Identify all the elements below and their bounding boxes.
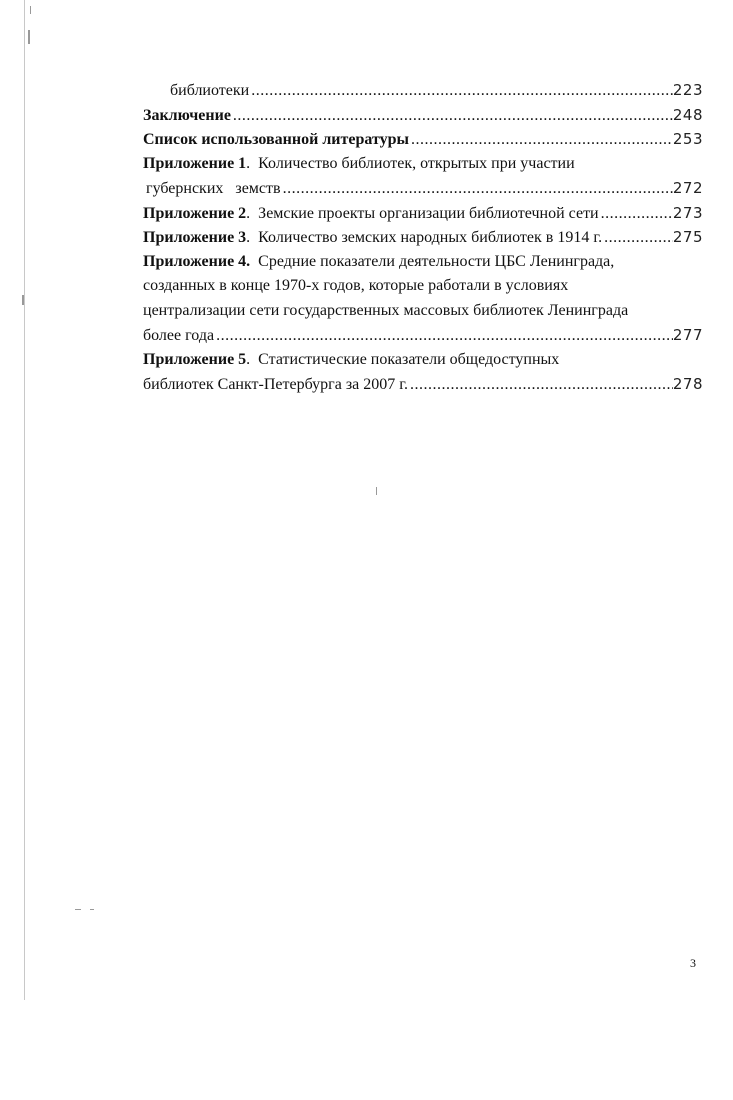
- toc-entry-text: . Статистические показатели общедоступных: [246, 350, 560, 368]
- toc-entry-text: . Количество библиотек, открытых при участии: [246, 154, 575, 172]
- toc-entry-label: Заключение: [143, 106, 231, 124]
- toc-entry-continuation: губернских земств: [146, 180, 281, 197]
- toc-leader: [214, 324, 673, 349]
- toc-entry-appendix-5: [143, 348, 703, 373]
- scan-mark: [75, 909, 81, 910]
- scan-mark: [22, 295, 24, 305]
- scan-mark: [30, 6, 31, 14]
- toc-leader: [231, 104, 673, 129]
- toc-entry-text: . Количество земских народных библиотек в 1914 г.: [246, 229, 603, 246]
- scan-edge-line: [24, 0, 25, 1000]
- toc-entry-appendix-4: [143, 250, 703, 275]
- toc-entry-appendix-3: [143, 225, 703, 250]
- toc-page-number: 277: [672, 326, 703, 344]
- toc-entry-continuation: более года: [143, 327, 215, 344]
- toc-page-number: 272: [672, 179, 703, 197]
- toc-entry-appendix-4-cont: [143, 323, 703, 348]
- toc-entry-text-line2: созданных в конце 1970-х годов, которые работали в условиях: [143, 277, 569, 294]
- toc-entry-text: Средние показатели деятельности ЦБС Ленинграда,: [250, 252, 615, 270]
- toc-leader: [602, 226, 673, 251]
- toc-page-number: 275: [672, 228, 703, 246]
- toc-entry-appendix-1: [143, 152, 703, 177]
- toc-leader: [408, 373, 673, 398]
- toc-entry-appendix-4-line2: [143, 274, 703, 299]
- toc-entry-prefix: Приложение 3: [143, 229, 247, 246]
- page-number: 3: [690, 956, 696, 970]
- toc-entry-prefix: Приложение 4.: [143, 252, 251, 270]
- toc-page-number: 273: [672, 203, 703, 222]
- toc-entry-prefix: Приложение 1: [143, 154, 247, 172]
- table-of-contents: [143, 78, 703, 397]
- toc-leader: [409, 128, 673, 153]
- toc-entry-prefix: Приложение 2: [143, 204, 247, 222]
- toc-leader: [599, 202, 673, 227]
- toc-leader: [249, 79, 673, 104]
- toc-entry-references: [143, 127, 703, 152]
- toc-page-number: 253: [672, 130, 703, 148]
- toc-entry-appendix-1-cont: [143, 176, 703, 201]
- toc-entry-appendix-4-line3: [143, 299, 703, 324]
- scan-mark: [28, 30, 30, 44]
- scan-mark: [90, 909, 94, 910]
- toc-entry-text: . Земские проекты организации библиотечной сети: [246, 204, 599, 222]
- toc-page-number: 248: [672, 105, 703, 124]
- toc-page-number: 278: [672, 375, 703, 393]
- toc-entry-label: библиотеки: [170, 82, 250, 99]
- scan-mark: [376, 487, 377, 495]
- toc-entry-continuation: библиотек Санкт-Петербурга за 2007 г.: [143, 376, 408, 393]
- toc-leader: [281, 177, 673, 202]
- toc-entry-label: Список использованной литературы: [143, 131, 409, 148]
- toc-entry-appendix-2: [143, 201, 703, 226]
- toc-page-number: 223: [672, 81, 703, 99]
- toc-entry-conclusion: [143, 103, 703, 128]
- toc-entry-prefix: Приложение 5: [143, 350, 247, 368]
- toc-entry-biblioteki: [143, 78, 703, 103]
- toc-entry-appendix-5-cont: [143, 372, 703, 397]
- toc-entry-text-line3: централизации сети государственных массовых библиотек Ленинграда: [143, 301, 629, 319]
